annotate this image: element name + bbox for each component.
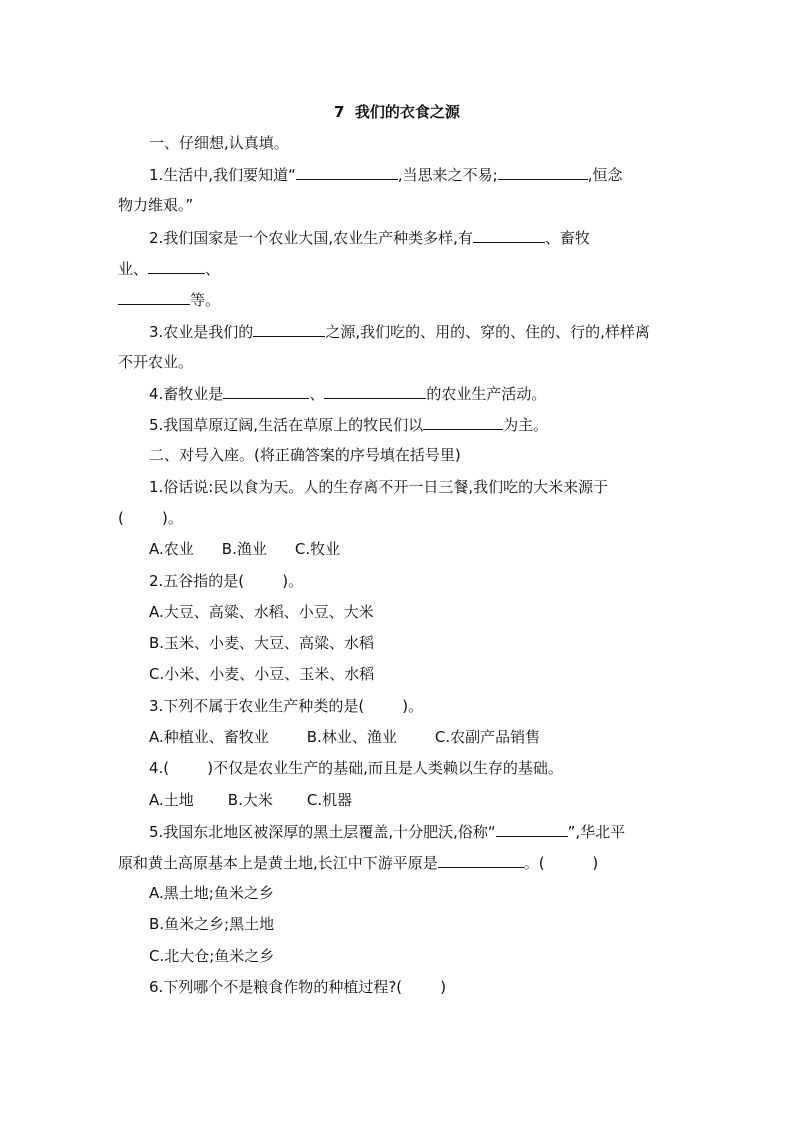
s1-q2-text-a: 2.我们国家是一个农业大国,农业生产种类多样,有	[149, 229, 473, 247]
answer-blank[interactable]	[498, 164, 588, 180]
s2-q4-text: 4.( )不仅是农业生产的基础,而且是人类赖以生存的基础。	[149, 759, 563, 777]
s1-q2-text-c: 业、	[118, 260, 149, 278]
s1-q5-line	[149, 414, 548, 435]
s1-q1-text-c: ,恒念	[587, 166, 623, 184]
answer-blank[interactable]	[253, 321, 325, 337]
s2-q3-text: 3.下列不属于农业生产种类的是( )。	[149, 697, 424, 715]
answer-blank[interactable]	[324, 383, 426, 399]
s2-q3-options	[149, 727, 540, 747]
answer-blank[interactable]	[496, 821, 568, 837]
s2-q6-text: 6.下列哪个不是粮食作物的种植过程?( )	[149, 978, 447, 996]
s1-q3-text-a: 3.农业是我们的	[149, 323, 254, 341]
s2-q1-line2: ( )。	[118, 509, 183, 527]
s1-q2-text-e: 等。	[190, 291, 221, 309]
page-title: 7 我们的衣食之源	[334, 103, 460, 121]
s1-q1-line1	[149, 164, 622, 185]
s2-q5-text-c: 原和黄土高原基本上是黄土地,长江中下游平原是	[118, 854, 438, 872]
s1-q1-text-a: 1.生活中,我们要知道“	[149, 166, 296, 184]
option-a[interactable]: A.土地	[149, 791, 194, 809]
s2-q5-text-a: 5.我国东北地区被深厚的黑土层覆盖,十分肥沃,俗称“	[149, 823, 496, 841]
s1-q5-text-a: 5.我国草原辽阔,生活在草原上的牧民们以	[149, 416, 424, 434]
s2-q1-options	[149, 539, 340, 559]
s1-q2-line3	[118, 289, 220, 310]
s2-q2-text: 2.五谷指的是( )。	[149, 572, 304, 590]
option-c[interactable]: C.农副产品销售	[434, 728, 541, 746]
s1-q5-text-b: 为主。	[503, 416, 549, 434]
answer-blank[interactable]	[423, 414, 503, 430]
answer-blank[interactable]	[148, 258, 205, 274]
option-a[interactable]: A.黑土地;鱼米之乡	[149, 884, 274, 902]
s1-q4-line	[149, 383, 546, 404]
s2-q1-line1: 1.俗话说:民以食为天。人的生存离不开一日三餐,我们吃的大米来源于	[149, 478, 609, 496]
s1-q3-text-b: 之源,我们吃的、用的、穿的、住的、行的,样样离	[325, 323, 650, 341]
option-c[interactable]: C.北大仓;鱼米之乡	[149, 947, 275, 965]
s2-q4-options	[149, 790, 352, 810]
s1-q2-line1	[149, 227, 590, 248]
s1-q4-text-a: 4.畜牧业是	[149, 385, 224, 403]
s2-q5-text-b: ”,华北平	[567, 823, 626, 841]
s1-q2-text-b: 、畜牧	[544, 229, 590, 247]
option-b[interactable]: B.大米	[227, 791, 273, 809]
s1-q2-line2	[118, 258, 220, 279]
option-c[interactable]: C.机器	[306, 791, 353, 809]
s1-q4-text-c: 的农业生产活动。	[426, 385, 547, 403]
s1-q1-text-b: ,当思来之不易;	[397, 166, 498, 184]
s1-q2-text-d: 、	[205, 260, 221, 278]
option-a[interactable]: A.种植业、畜牧业	[149, 728, 269, 746]
option-b[interactable]: B.鱼米之乡;黑土地	[149, 915, 275, 933]
answer-blank[interactable]	[296, 164, 398, 180]
option-c[interactable]: C.小米、小麦、小豆、玉米、水稻	[149, 665, 375, 683]
answer-blank[interactable]	[223, 383, 309, 399]
s1-q3-line2: 不开农业。	[118, 353, 194, 371]
option-b[interactable]: B.玉米、小麦、大豆、高粱、水稻	[149, 634, 375, 652]
option-c[interactable]: C.牧业	[294, 540, 341, 558]
option-a[interactable]: A.农业	[149, 540, 194, 558]
s1-q4-text-b: 、	[309, 385, 325, 403]
answer-blank[interactable]	[473, 227, 545, 243]
s1-q3-line1	[149, 321, 650, 342]
s2-q5-line1	[149, 821, 625, 842]
option-b[interactable]: B.渔业	[221, 540, 267, 558]
s2-q5-text-d: 。( )	[523, 854, 599, 872]
s2-q5-line2	[118, 852, 598, 873]
answer-blank[interactable]	[118, 289, 190, 305]
option-a[interactable]: A.大豆、高粱、水稻、小豆、大米	[149, 603, 374, 621]
section1-heading: 一、仔细想,认真填。	[149, 134, 289, 152]
s1-q1-line2: 物力维艰。”	[118, 196, 194, 214]
section2-heading: 二、对号入座。(将正确答案的序号填在括号里)	[149, 446, 461, 464]
answer-blank[interactable]	[438, 852, 524, 868]
option-b[interactable]: B.林业、渔业	[306, 728, 397, 746]
